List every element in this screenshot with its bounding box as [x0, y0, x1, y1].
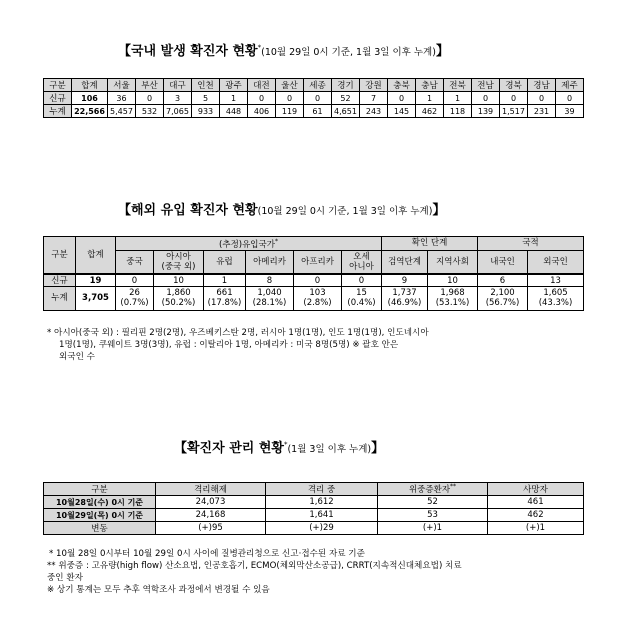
- domestic-header-cell: 대전: [248, 79, 276, 92]
- domestic-cell: 243: [360, 105, 388, 118]
- ov-h-estimated-mark: *: [274, 238, 278, 245]
- mg-cell: 462: [488, 509, 584, 522]
- domestic-cell: 933: [192, 105, 220, 118]
- domestic-header-row: [44, 79, 584, 92]
- domestic-table: [43, 78, 584, 118]
- overseas-table: [43, 236, 584, 311]
- domestic-cell: 0: [556, 92, 584, 105]
- ov-sub-quarantine: 검역단계: [382, 250, 428, 274]
- domestic-cell: 7,065: [164, 105, 192, 118]
- mg-cell: 52: [378, 496, 488, 509]
- ov-cum-value: 103: [309, 288, 326, 299]
- overseas-note-line: * 아시아(중국 외) : 필리핀 2명(2명), 우즈베키스탄 2명, 러시아 1명(1명), 인도 1명(1명), 인도네시아: [47, 328, 429, 338]
- domestic-header-cell: 구분: [44, 79, 72, 92]
- mg-h-critical-mark: **: [450, 483, 457, 491]
- domestic-cell: 1,517: [500, 105, 528, 118]
- domestic-cell: 5: [192, 92, 220, 105]
- ov-cum-cell: [204, 286, 246, 310]
- domestic-title-end: 】: [435, 44, 449, 59]
- management-title-main: 【확진자 관리 현황: [174, 441, 284, 456]
- domestic-cell: 0: [388, 92, 416, 105]
- management-note-line: 중인 환자: [47, 573, 83, 583]
- mg-h-critical: [378, 483, 488, 496]
- ov-h-nationality: 국적: [478, 237, 584, 251]
- mg-row-2: [44, 522, 584, 535]
- ov-sub-america: 아메리카: [246, 250, 294, 274]
- ov-sub-china: 중국: [116, 250, 154, 274]
- management-note-line: ** 위중증 : 고유량(high flow) 산소요법, 인공호흡기, ECMO(체외막산소공급), CRRT(지속적신대체요법) 치료: [47, 561, 462, 571]
- mg-h-deaths: 사망자: [488, 483, 584, 496]
- ov-cum-cell: [382, 286, 428, 310]
- domestic-header-cell: 울산: [276, 79, 304, 92]
- mg-row-0: [44, 496, 584, 509]
- management-note-line: * 10월 28일 0시부터 10월 29일 0시 사이에 질병관리청으로 신고·접수된 자료 기준: [49, 549, 365, 559]
- mg-h-category: 구분: [44, 483, 156, 496]
- domestic-cell: 106: [72, 92, 108, 105]
- domestic-header-cell: 강원: [360, 79, 388, 92]
- ov-cum-pct: (46.9%): [387, 298, 422, 309]
- domestic-cell: 36: [108, 92, 136, 105]
- domestic-cell: 7: [360, 92, 388, 105]
- mg-cell: 24,168: [156, 509, 266, 522]
- mg-cell: 461: [488, 496, 584, 509]
- ov-new-cell: 10: [428, 274, 478, 286]
- domestic-header-cell: 세종: [304, 79, 332, 92]
- domestic-cell: 39: [556, 105, 584, 118]
- ov-cum-cell: [294, 286, 342, 310]
- mg-h-isolated: 격리 중: [266, 483, 378, 496]
- ov-cum-pct: (17.8%): [207, 298, 242, 309]
- domestic-cell: 139: [472, 105, 500, 118]
- ov-sub-oceania-2: 아니아: [349, 262, 374, 273]
- ov-cum-pct: (0.4%): [347, 298, 376, 309]
- domestic-title-mark: *: [257, 43, 262, 52]
- domestic-cell: 22,566: [72, 105, 108, 118]
- domestic-row-label: 신규: [44, 92, 72, 105]
- domestic-cell: 1: [220, 92, 248, 105]
- overseas-note-line: 1명(1명), 쿠웨이트 3명(3명), 유럽 : 이탈리아 1명, 아메리카 : 미국 8명(5명) ※ 괄호 안은: [59, 340, 399, 350]
- ov-new-cell: 6: [478, 274, 528, 286]
- domestic-title-sub: (10월 29일 0시 기준, 1월 3일 이후 누계): [261, 47, 436, 58]
- mg-cell: (+)29: [266, 522, 378, 535]
- ov-sub-foreign: 외국인: [528, 250, 584, 274]
- domestic-cell: 406: [248, 105, 276, 118]
- ov-cum-pct: (0.7%): [120, 298, 149, 309]
- overseas-title-end: 】: [432, 203, 446, 218]
- ov-sub-asia-2: (중국 외): [161, 262, 196, 273]
- domestic-cell: 5,457: [108, 105, 136, 118]
- domestic-cell: 0: [304, 92, 332, 105]
- mg-cell: 24,073: [156, 496, 266, 509]
- ov-cum-value: 1,605: [543, 288, 568, 299]
- domestic-header-cell: 부산: [136, 79, 164, 92]
- ov-h-estimated: [116, 237, 382, 251]
- ov-sub-asia: [154, 250, 204, 274]
- ov-cum-cell: [116, 286, 154, 310]
- management-note-line: ※ 상기 통계는 모두 추후 역학조사 과정에서 변경될 수 있음: [47, 585, 270, 595]
- ov-cum-label: 누계: [44, 286, 76, 310]
- mg-cell: 1,612: [266, 496, 378, 509]
- overseas-title-main: 【해외 유입 확진자 현황: [118, 203, 258, 218]
- ov-cum-value: 15: [356, 288, 367, 299]
- domestic-header-cell: 광주: [220, 79, 248, 92]
- domestic-cell: 1: [416, 92, 444, 105]
- ov-cum-cell: [246, 286, 294, 310]
- mg-row-label: 변동: [44, 522, 156, 535]
- domestic-cell: 119: [276, 105, 304, 118]
- ov-h-estimated-text: (추정)유입국가: [219, 239, 275, 250]
- domestic-header-cell: 경북: [500, 79, 528, 92]
- management-table: [43, 482, 584, 535]
- ov-cum-pct: (56.7%): [485, 298, 520, 309]
- domestic-cell: 0: [472, 92, 500, 105]
- management-title-sub: (1월 3일 이후 누계): [287, 444, 372, 455]
- overseas-notes: [47, 327, 429, 363]
- ov-cum-pct: (50.2%): [161, 298, 196, 309]
- domestic-cell: 0: [500, 92, 528, 105]
- mg-h-critical-text: 위중증환자: [408, 485, 451, 495]
- ov-cum-cell: [154, 286, 204, 310]
- overseas-title: [118, 199, 445, 218]
- ov-cum-cell: [342, 286, 382, 310]
- ov-sub-asia-1: 아시아: [166, 252, 191, 263]
- overseas-title-sub: (10월 29일 0시 기준, 1월 3일 이후 누계): [257, 206, 433, 217]
- domestic-cell: 52: [332, 92, 360, 105]
- ov-cum-value: 26: [129, 288, 140, 299]
- ov-h-confirm: 확인 단계: [382, 237, 478, 251]
- domestic-title-main: 【국내 발생 확진자 현황: [118, 44, 258, 59]
- domestic-title: [118, 40, 449, 59]
- domestic-cell: 448: [220, 105, 248, 118]
- domestic-header-cell: 충북: [388, 79, 416, 92]
- ov-sub-community: 지역사회: [428, 250, 478, 274]
- domestic-cell: 231: [528, 105, 556, 118]
- domestic-header-cell: 합계: [72, 79, 108, 92]
- mg-row-label: 10월28일(수) 0시 기준: [44, 496, 156, 509]
- ov-cum-total: 3,705: [76, 286, 116, 310]
- domestic-header-cell: 대구: [164, 79, 192, 92]
- domestic-row-new: [44, 92, 584, 105]
- management-title-mark: *: [283, 440, 288, 449]
- ov-cum-pct: (28.1%): [252, 298, 287, 309]
- domestic-row-cum: [44, 105, 584, 118]
- mg-cell: (+)95: [156, 522, 266, 535]
- overseas-row-cum: [44, 286, 584, 310]
- domestic-header-cell: 경기: [332, 79, 360, 92]
- ov-cum-pct: (43.3%): [538, 298, 573, 309]
- domestic-cell: 0: [528, 92, 556, 105]
- ov-cum-value: 1,040: [257, 288, 282, 299]
- domestic-cell: 145: [388, 105, 416, 118]
- ov-sub-africa: 아프리카: [294, 250, 342, 274]
- ov-cum-cell: [428, 286, 478, 310]
- domestic-header-cell: 인천: [192, 79, 220, 92]
- overseas-note-line: 외국인 수: [59, 352, 95, 362]
- domestic-cell: 0: [136, 92, 164, 105]
- ov-cum-pct: (2.8%): [303, 298, 332, 309]
- ov-sub-domestic: 내국인: [478, 250, 528, 274]
- ov-cum-pct: (53.1%): [435, 298, 470, 309]
- ov-cum-value: 1,968: [440, 288, 465, 299]
- overseas-row-new: [44, 274, 584, 286]
- management-title: [174, 437, 384, 456]
- ov-new-cell: 10: [154, 274, 204, 286]
- mg-cell: 53: [378, 509, 488, 522]
- domestic-cell: 4,651: [332, 105, 360, 118]
- mg-cell: (+)1: [488, 522, 584, 535]
- mg-cell: 1,641: [266, 509, 378, 522]
- ov-new-cell: 0: [294, 274, 342, 286]
- ov-cum-cell: [528, 286, 584, 310]
- management-title-end: 】: [371, 441, 385, 456]
- domestic-header-cell: 충남: [416, 79, 444, 92]
- ov-h-category: 구분: [44, 237, 76, 275]
- ov-sub-oceania-1: 오세: [353, 252, 370, 263]
- ov-new-cell: 13: [528, 274, 584, 286]
- ov-new-cell: 1: [204, 274, 246, 286]
- mg-h-released: 격리해제: [156, 483, 266, 496]
- ov-new-cell: 0: [342, 274, 382, 286]
- ov-cum-value: 1,860: [166, 288, 191, 299]
- domestic-row-label: 누계: [44, 105, 72, 118]
- ov-cum-value: 661: [216, 288, 233, 299]
- domestic-cell: 0: [276, 92, 304, 105]
- ov-sub-europe: 유럽: [204, 250, 246, 274]
- domestic-cell: 462: [416, 105, 444, 118]
- domestic-header-cell: 전북: [444, 79, 472, 92]
- domestic-header-cell: 서울: [108, 79, 136, 92]
- domestic-cell: 3: [164, 92, 192, 105]
- ov-sub-oceania: [342, 250, 382, 274]
- mg-row-1: [44, 509, 584, 522]
- ov-new-total: 19: [76, 274, 116, 286]
- ov-h-total: 합계: [76, 237, 116, 275]
- domestic-cell: 1: [444, 92, 472, 105]
- domestic-header-cell: 제주: [556, 79, 584, 92]
- mg-cell: (+)1: [378, 522, 488, 535]
- ov-new-cell: 8: [246, 274, 294, 286]
- management-header-row: [44, 483, 584, 496]
- ov-cum-value: 2,100: [490, 288, 515, 299]
- ov-cum-cell: [478, 286, 528, 310]
- domestic-cell: 0: [248, 92, 276, 105]
- management-notes: [47, 548, 462, 596]
- ov-new-label: 신규: [44, 274, 76, 286]
- domestic-header-cell: 전남: [472, 79, 500, 92]
- domestic-cell: 61: [304, 105, 332, 118]
- ov-cum-value: 1,737: [392, 288, 417, 299]
- ov-new-cell: 9: [382, 274, 428, 286]
- domestic-cell: 532: [136, 105, 164, 118]
- mg-row-label: 10월29일(목) 0시 기준: [44, 509, 156, 522]
- ov-new-cell: 0: [116, 274, 154, 286]
- domestic-cell: 118: [444, 105, 472, 118]
- domestic-header-cell: 경남: [528, 79, 556, 92]
